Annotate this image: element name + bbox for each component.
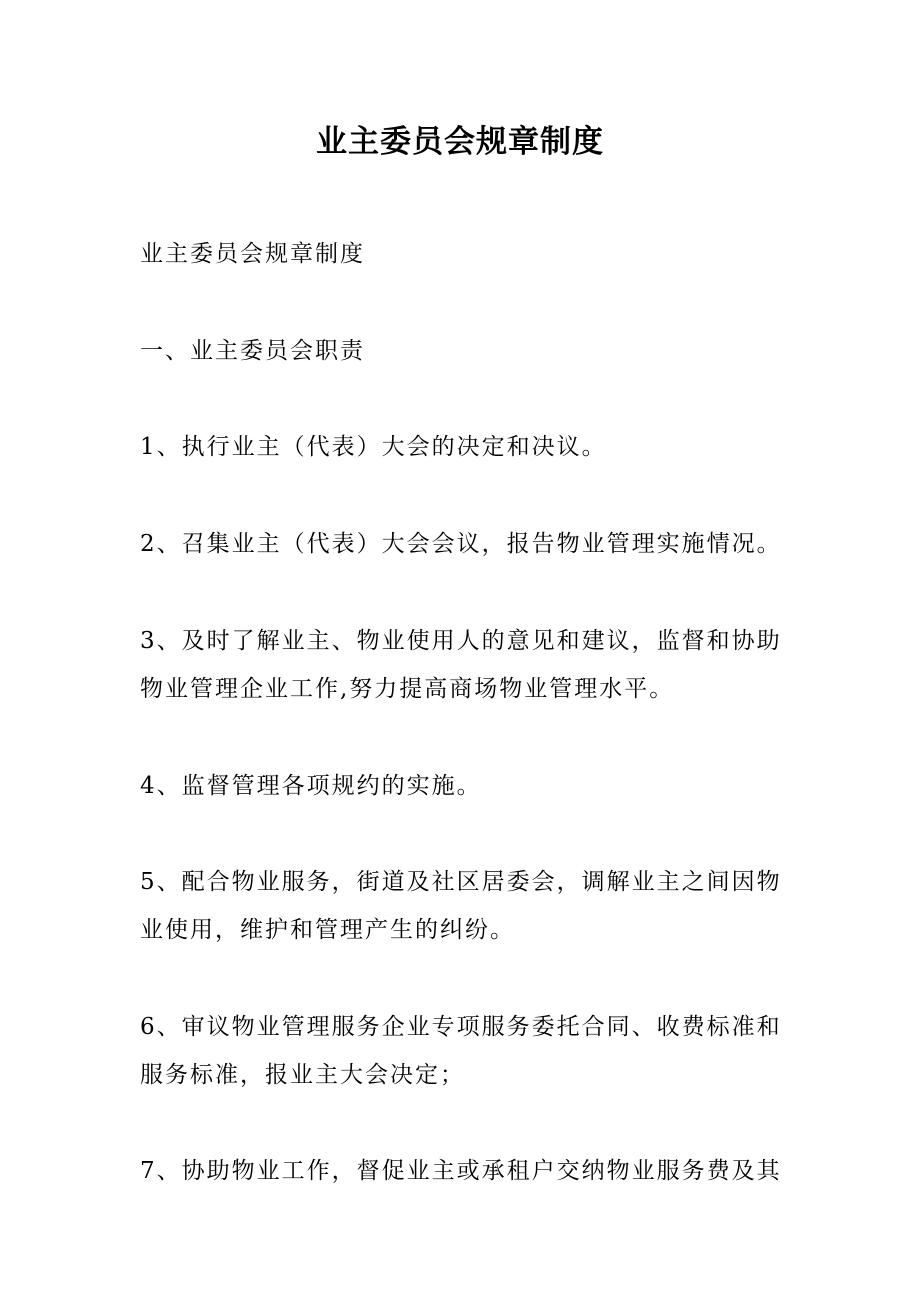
list-item-7 bbox=[140, 1147, 788, 1195]
paragraph-line: 业主委员会规章制度 bbox=[140, 241, 365, 267]
list-item-4 bbox=[140, 762, 788, 810]
paragraph-line: 4、监督管理各项规约的实施。 bbox=[140, 773, 482, 799]
document-title: 业主委员会规章制度 bbox=[316, 124, 604, 160]
list-item-5 bbox=[140, 858, 788, 954]
paragraph-line: 6、审议物业管理服务企业专项服务委托合同、收费标准和 bbox=[140, 1014, 782, 1040]
paragraph-line: 一、业主委员会职责 bbox=[140, 338, 365, 364]
paragraph-line: 业使用，维护和管理产生的纠纷。 bbox=[140, 917, 515, 943]
list-item-6 bbox=[140, 1003, 788, 1099]
section-heading bbox=[140, 327, 788, 375]
paragraph-line: 7、协助物业工作，督促业主或承租户交纳物业服务费及其 bbox=[140, 1158, 782, 1184]
paragraph-line: 5、配合物业服务，街道及社区居委会，调解业主之间因物 bbox=[140, 869, 782, 895]
list-item-1 bbox=[140, 423, 788, 471]
list-item-3 bbox=[140, 617, 788, 713]
paragraph-line: 3、及时了解业主、物业使用人的意见和建议，监督和协助 bbox=[140, 628, 782, 654]
paragraph-line: 2、召集业主（代表）大会会议，报告物业管理实施情况。 bbox=[140, 531, 782, 557]
paragraph-subtitle bbox=[140, 230, 788, 278]
paragraph-line: 服务标准，报业主大会决定； bbox=[140, 1062, 465, 1088]
list-item-2 bbox=[140, 520, 788, 568]
paragraph-line: 物业管理企业工作,努力提高商场物业管理水平。 bbox=[140, 676, 675, 702]
paragraph-line: 1、执行业主（代表）大会的决定和决议。 bbox=[140, 434, 607, 460]
